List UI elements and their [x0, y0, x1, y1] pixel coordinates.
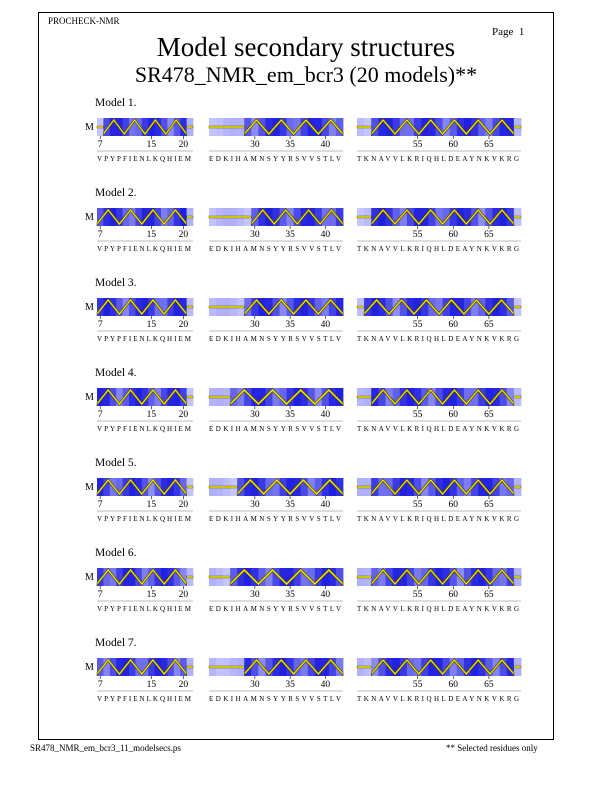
model-segment	[209, 658, 343, 703]
model-label: Model 1.	[95, 97, 137, 109]
residue-number-label: 55	[412, 140, 423, 150]
coil-line	[357, 306, 364, 308]
sequence-text: VPYPFIENLKQHIEM	[97, 515, 191, 523]
coil-line	[209, 396, 230, 398]
sequence-text: VPYPFIENLKQHIEM	[97, 245, 191, 253]
residue-number-label: 15	[146, 230, 157, 240]
model-segment	[209, 478, 343, 523]
residue-number-label: 55	[412, 590, 423, 600]
sequence-text: TKNAVVLKRIQHLDEAYNKVKRG	[357, 335, 519, 343]
residue-number-label: 35	[285, 410, 295, 420]
residue-number-label: 55	[412, 680, 423, 690]
model-segment	[209, 568, 343, 613]
residue-number-label: 20	[178, 590, 189, 600]
residue-number-label: 30	[250, 500, 260, 510]
model-row-marker: M	[85, 662, 94, 673]
model-segment	[357, 658, 521, 703]
coil-line	[187, 216, 193, 218]
residue-number-label: 7	[97, 320, 103, 330]
residue-number-label: 35	[285, 680, 295, 690]
residue-number-label: 65	[484, 410, 494, 420]
residue-number-label: 15	[146, 500, 157, 510]
sequence-text: EDKIHAMNSYYRSVVSTLV	[209, 335, 341, 343]
coil-line	[357, 396, 371, 398]
residue-number-label: 40	[320, 590, 331, 600]
residue-number-label: 7	[97, 500, 103, 510]
residue-number-label: 20	[178, 410, 189, 420]
residue-number-label: 35	[285, 230, 295, 240]
coil-line	[187, 126, 193, 128]
model-row-marker: M	[85, 392, 94, 403]
program-name: PROCHECK-NMR	[48, 16, 120, 26]
residue-number-label: 40	[320, 140, 331, 150]
coil-line	[187, 666, 193, 668]
model-segment	[97, 658, 193, 703]
model-segment	[357, 208, 521, 253]
residue-number-label: 60	[448, 140, 459, 150]
residue-number-label: 65	[484, 140, 494, 150]
sequence-text: TKNAVVLKRIQHLDEAYNKVKRG	[357, 245, 519, 253]
coil-line	[209, 576, 230, 578]
coil-line	[514, 396, 521, 398]
residue-number-label: 55	[412, 410, 423, 420]
residue-number-label: 20	[178, 320, 189, 330]
model-label: Model 6.	[95, 547, 137, 559]
residue-number-label: 30	[250, 410, 260, 420]
sequence-text: EDKIHAMNSYYRSVVSTLV	[209, 515, 341, 523]
residue-number-label: 15	[146, 590, 157, 600]
coil-line	[357, 126, 371, 128]
coil-line	[97, 126, 103, 128]
residue-number-label: 20	[178, 680, 189, 690]
sequence-text: EDKIHAMNSYYRSVVSTLV	[209, 155, 341, 163]
model-segment	[97, 568, 193, 613]
model-segment	[209, 118, 343, 163]
residue-number-label: 30	[250, 320, 260, 330]
residue-number-label: 55	[412, 320, 423, 330]
model-label: Model 3.	[95, 277, 137, 289]
residue-number-label: 15	[146, 680, 157, 690]
model-segment	[357, 388, 521, 433]
residue-number-label: 40	[320, 230, 331, 240]
residue-number-label: 30	[250, 140, 260, 150]
model-segment	[97, 298, 193, 343]
model-label: Model 4.	[95, 367, 137, 379]
residue-number-label: 20	[178, 500, 189, 510]
residue-number-label: 40	[320, 500, 331, 510]
coil-line	[187, 576, 193, 578]
coil-line	[357, 576, 371, 578]
residue-number-label: 7	[97, 410, 103, 420]
model-segment	[209, 388, 343, 433]
model-row-marker: M	[85, 122, 94, 133]
model-row-marker: M	[85, 302, 94, 313]
sequence-text: VPYPFIENLKQHIEM	[97, 335, 191, 343]
page-label: Page	[492, 26, 514, 38]
residue-number-label: 15	[146, 410, 157, 420]
residue-number-label: 15	[146, 320, 157, 330]
footer-note: ** Selected residues only	[446, 743, 538, 753]
residue-number-label: 40	[320, 410, 331, 420]
residue-number-label: 7	[97, 140, 103, 150]
residue-number-label: 7	[97, 680, 103, 690]
residue-number-label: 60	[448, 320, 459, 330]
residue-number-label: 20	[178, 140, 189, 150]
sequence-text: EDKIHAMNSYYRSVVSTLV	[209, 695, 341, 703]
residue-number-label: 30	[250, 230, 260, 240]
sequence-text: VPYPFIENLKQHIEM	[97, 605, 191, 613]
coil-line	[209, 306, 244, 308]
coil-line	[514, 666, 521, 668]
model-segment	[97, 208, 193, 253]
model-segment	[97, 388, 193, 433]
residue-number-label: 55	[412, 500, 423, 510]
residue-number-label: 35	[285, 500, 295, 510]
sequence-text: TKNAVVLKRIQHLDEAYNKVKRG	[357, 605, 519, 613]
coil-line	[357, 666, 371, 668]
sequence-text: VPYPFIENLKQHIEM	[97, 425, 191, 433]
residue-number-label: 60	[448, 590, 459, 600]
coil-line	[514, 306, 521, 308]
model-segment	[97, 478, 193, 523]
model-row-marker: M	[85, 572, 94, 583]
model-segment	[357, 478, 521, 523]
page-number-value: 1	[518, 26, 525, 38]
sequence-text: TKNAVVLKRIQHLDEAYNKVKRG	[357, 695, 519, 703]
model-row-marker: M	[85, 212, 94, 223]
residue-number-label: 65	[484, 680, 494, 690]
residue-number-label: 35	[285, 590, 295, 600]
residue-number-label: 40	[320, 320, 331, 330]
coil-line	[514, 576, 521, 578]
model-segment	[357, 118, 521, 163]
residue-number-label: 20	[178, 230, 189, 240]
coil-line	[357, 216, 371, 218]
residue-number-label: 15	[146, 140, 157, 150]
sequence-text: TKNAVVLKRIQHLDEAYNKVKRG	[357, 515, 519, 523]
residue-number-label: 30	[250, 590, 260, 600]
model-segment	[209, 208, 343, 253]
page-subtitle: SR478_NMR_em_bcr3 (20 models)**	[134, 62, 478, 87]
residue-number-label: 65	[484, 230, 494, 240]
model-segment	[357, 298, 521, 343]
model-label: Model 5.	[95, 457, 137, 469]
sequence-text: EDKIHAMNSYYRSVVSTLV	[209, 605, 341, 613]
coil-line	[514, 486, 521, 488]
model-segment	[357, 568, 521, 613]
model-segment	[97, 118, 193, 163]
residue-number-label: 65	[484, 500, 494, 510]
residue-number-label: 55	[412, 230, 423, 240]
coil-line	[514, 216, 521, 218]
model-segment	[209, 298, 343, 343]
sequence-text: TKNAVVLKRIQHLDEAYNKVKRG	[357, 155, 519, 163]
coil-line	[209, 126, 244, 128]
model-row-marker: M	[85, 482, 94, 493]
footer-filename: SR478_NMR_em_bcr3_11_modelsecs.ps	[30, 743, 181, 753]
sequence-text: EDKIHAMNSYYRSVVSTLV	[209, 245, 341, 253]
residue-number-label: 40	[320, 680, 331, 690]
residue-number-label: 60	[448, 680, 459, 690]
residue-number-label: 7	[97, 590, 103, 600]
coil-line	[357, 486, 371, 488]
page-title: Model secondary structures	[156, 32, 456, 62]
sequence-text: VPYPFIENLKQHIEM	[97, 155, 191, 163]
sequence-text: VPYPFIENLKQHIEM	[97, 695, 191, 703]
sequence-text: EDKIHAMNSYYRSVVSTLV	[209, 425, 341, 433]
residue-number-label: 65	[484, 320, 494, 330]
sequence-text: TKNAVVLKRIQHLDEAYNKVKRG	[357, 425, 519, 433]
residue-number-label: 60	[448, 500, 459, 510]
coil-line	[209, 216, 251, 218]
residue-number-label: 65	[484, 590, 494, 600]
residue-number-label: 7	[97, 230, 103, 240]
coil-line	[187, 396, 193, 398]
coil-line	[209, 486, 237, 488]
coil-line	[209, 666, 244, 668]
coil-line	[187, 306, 193, 308]
coil-line	[514, 126, 521, 128]
residue-number-label: 35	[285, 140, 295, 150]
model-label: Model 7.	[95, 637, 137, 649]
model-label: Model 2.	[95, 187, 137, 199]
residue-number-label: 60	[448, 230, 459, 240]
residue-number-label: 35	[285, 320, 295, 330]
coil-line	[187, 486, 193, 488]
residue-number-label: 60	[448, 410, 459, 420]
residue-number-label: 30	[250, 680, 260, 690]
